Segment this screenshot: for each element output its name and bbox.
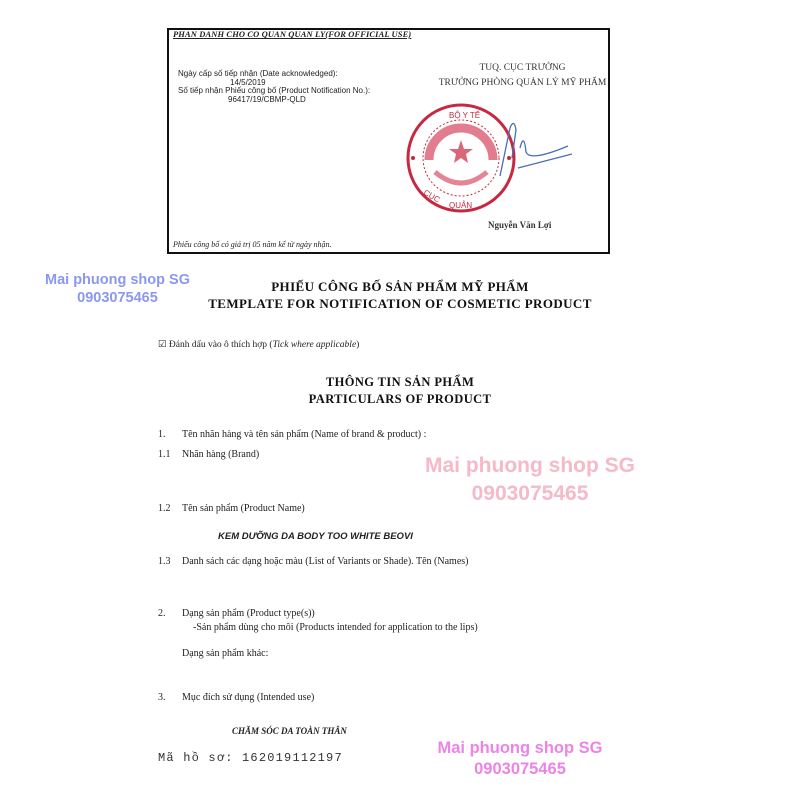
notification-number: 96417/19/CBMP-QLD [228, 95, 306, 104]
date-acknowledged-value: 14/5/2019 [230, 78, 266, 87]
date-acknowledged-label: Ngày cấp số tiếp nhận (Date acknowledged): [178, 69, 338, 78]
form-title-vi: PHIẾU CÔNG BỐ SẢN PHẨM MỸ PHẨM [271, 279, 529, 294]
tick-note [158, 339, 359, 350]
item-number: 3. [158, 692, 166, 703]
shop-watermark [405, 738, 635, 780]
item-number: 1. [158, 429, 166, 440]
shop-watermark [30, 271, 205, 307]
item-1-3-variants [158, 556, 468, 567]
record-code-label: Mã hồ sơ: [158, 751, 234, 765]
item-2-sub: -Sản phẩm dùng cho môi (Products intended for application to the lips) [193, 622, 478, 633]
section-title-en: PARTICULARS OF PRODUCT [308, 392, 492, 406]
form-title [190, 278, 610, 312]
item-label: Nhãn hàng (Brand) [182, 449, 260, 460]
record-code-value: 162019112197 [242, 751, 343, 765]
item-number: 1.2 [158, 503, 171, 514]
tick-note-italic: Tick where applicable [272, 340, 357, 350]
svg-text:BỘ Y TẾ: BỘ Y TẾ [449, 111, 481, 120]
section-title [200, 374, 600, 408]
product-name-value: KEM DƯỠNG DA BODY TOO WHITE BEOVI [218, 531, 413, 542]
validity-note: Phiếu công bố có giá trị 05 năm kể từ ngày nhận. [173, 240, 332, 249]
item-label: Tên sản phẩm (Product Name) [182, 503, 305, 514]
watermark-phone: 0903075465 [471, 482, 589, 505]
item-label: Danh sách các dạng hoặc màu (List of Variants or Shade). Tên (Names) [182, 556, 469, 567]
watermark-phone: 0903075465 [77, 290, 158, 306]
item-number: 1.3 [158, 556, 171, 567]
item-2-product-type [158, 608, 315, 619]
item-1-1-brand [158, 449, 259, 460]
item-2-other: Dạng sản phẩm khác: [182, 648, 269, 659]
item-label: Mục đích sử dụng (Intended use) [182, 692, 315, 703]
notification-label: Số tiếp nhận Phiếu công bố (Product Notification No.): [178, 86, 371, 95]
section-title-vi: THÔNG TIN SẢN PHẨM [325, 375, 475, 389]
record-code [158, 751, 343, 765]
checkbox-checked-icon: ☑ [158, 340, 167, 350]
svg-text:CỤC: CỤC [422, 187, 442, 205]
watermark-shop-name: Mai phuong shop SG [437, 739, 603, 757]
signer-name: Nguyễn Văn Lợi [488, 220, 552, 230]
tick-note-close: ) [356, 340, 360, 350]
item-1 [158, 429, 426, 440]
authority-title [425, 61, 620, 91]
intended-use-value: CHĂM SÓC DA TOÀN THÂN [232, 726, 347, 736]
tick-note-text: Đánh dấu vào ô thích hợp ( [168, 340, 273, 350]
signature-icon [480, 118, 580, 178]
authority-line-2: TRƯỞNG PHÒNG QUẢN LÝ MỸ PHẨM [438, 78, 607, 88]
item-1-2-product-name [158, 503, 305, 514]
shop-watermark [380, 452, 680, 508]
watermark-shop-name: Mai phuong shop SG [45, 272, 190, 288]
item-label: Tên nhãn hàng và tên sản phẩm (Name of brand & product) : [182, 429, 427, 440]
watermark-phone: 0903075465 [474, 760, 566, 778]
authority-line-1: TUQ. CỤC TRƯỞNG [479, 63, 566, 73]
official-use-heading: PHAN DANH CHO CO QUAN QUAN LY(FOR OFFICIAL USE) [173, 29, 412, 39]
item-number: 2. [158, 608, 166, 619]
svg-text:QUẢN: QUẢN [449, 201, 473, 210]
form-title-en: TEMPLATE FOR NOTIFICATION OF COSMETIC PRODUCT [208, 296, 592, 311]
watermark-shop-name: Mai phuong shop SG [425, 454, 635, 477]
item-3-intended-use [158, 692, 314, 703]
item-label: Dạng sản phẩm (Product type(s)) [182, 608, 315, 619]
item-number: 1.1 [158, 449, 171, 460]
